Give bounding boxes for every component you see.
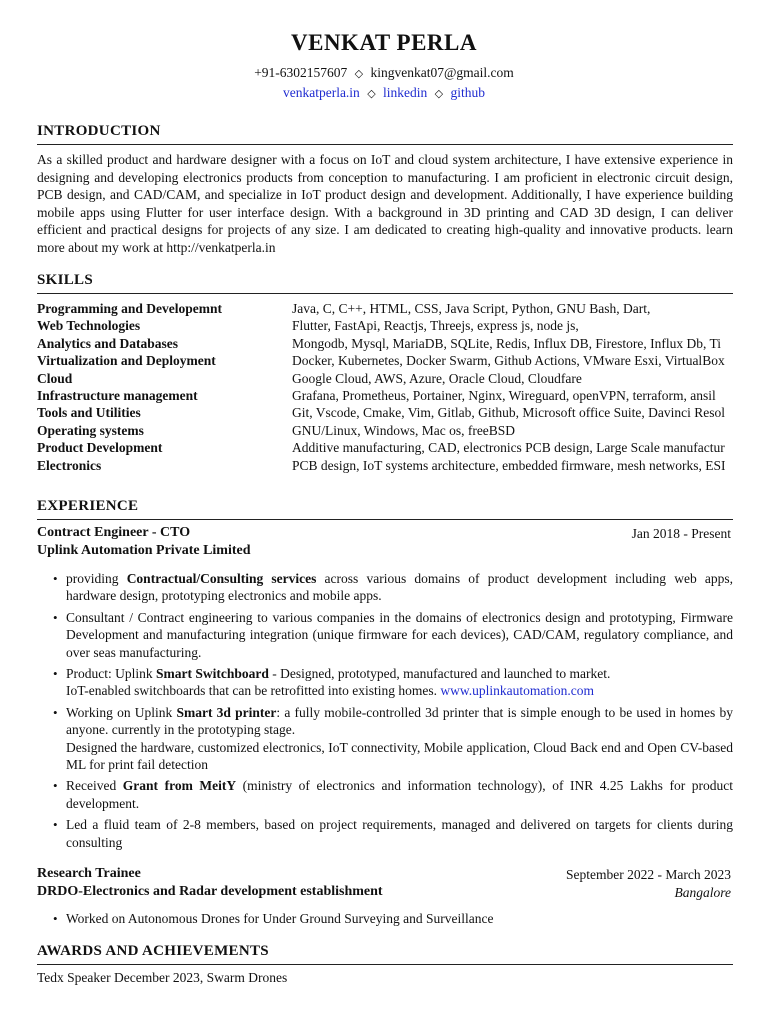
bullet-icon: • — [53, 778, 58, 794]
bullet-text: Designed the hardware, customized electronics, IoT connectivity, Mobile application, Cloud Back end and Open CV-based ML for print fail detection — [66, 739, 733, 773]
bullet-text: Working on Uplink — [66, 704, 177, 720]
bullet-emphasis: Grant from MeitY — [122, 778, 237, 794]
bullet-icon: • — [53, 911, 58, 926]
list-item — [37, 570, 733, 605]
award-item: Tedx Speaker December 2023, Swarm Drones — [37, 970, 288, 985]
skill-category: Infrastructure management — [37, 387, 198, 403]
list-item — [37, 816, 733, 851]
candidate-name: VENKAT PERLA — [291, 30, 477, 55]
skill-list: Google Cloud, AWS, Azure, Oracle Cloud, Cloudfare — [292, 370, 582, 386]
section-divider — [37, 293, 733, 294]
skill-row — [37, 353, 768, 370]
separator-icon: ◇ — [354, 68, 364, 80]
bullet-icon: • — [53, 817, 58, 833]
skill-row — [37, 388, 768, 405]
bullet-text: Consultant / Contract engineering to various companies in the domains of electronics design and prototyping, Firmware Development and manufacturing integration (unique firmware for each devices), CAD/CAM, regulatory compliance, and over seas manufacturing. — [66, 609, 733, 660]
list-item — [37, 609, 733, 661]
list-item — [37, 910, 733, 927]
contact-line — [0, 65, 768, 81]
website-link[interactable]: venkatperla.in — [282, 85, 360, 100]
skill-category: Product Development — [37, 440, 163, 456]
bullet-emphasis: Smart Switchboard — [156, 666, 269, 682]
job-organization: DRDO-Electronics and Radar development establishment — [37, 884, 383, 899]
skill-category: Virtualization and Deployment — [37, 353, 216, 369]
bullet-text: Received — [66, 778, 123, 794]
linkedin-link[interactable]: linkedin — [383, 85, 428, 100]
bullet-text: IoT-enabled switchboards that can be retrofitted into existing homes. — [66, 683, 441, 699]
job-bullet-list — [37, 910, 733, 931]
skill-list: Java, C, C++, HTML, CSS, Java Script, Python, GNU Bash, Dart, — [292, 301, 651, 316]
skill-list: Docker, Kubernetes, Docker Swarm, Github Actions, VMware Esxi, VirtualBox — [292, 353, 725, 369]
bullet-icon: • — [53, 571, 58, 586]
skill-list: Additive manufacturing, CAD, electronics PCB design, Large Scale manufactur — [292, 440, 725, 456]
bullet-text: Product: Uplink — [66, 666, 156, 682]
skill-row — [37, 318, 768, 335]
job-title: Contract Engineer - CTO — [37, 525, 191, 540]
skill-list: PCB design, IoT systems architecture, embedded firmware, mesh networks, ESI — [292, 457, 726, 473]
skill-list: Mongodb, Mysql, MariaDB, SQLite, Redis, Influx DB, Firestore, Influx Db, Ti — [292, 335, 722, 351]
list-item — [37, 777, 733, 812]
section-divider — [37, 964, 733, 965]
bullet-text: Worked on Autonomous Drones for Under Ground Surveying and Surveillance — [66, 911, 494, 926]
skills-table — [37, 301, 768, 475]
github-link[interactable]: github — [450, 85, 486, 100]
bullet-text: Led a fluid team of 2-8 members, based on project requirements, managed and delivered on targets for clients during consulting — [66, 817, 733, 850]
links-line — [0, 85, 768, 101]
section-divider — [37, 144, 733, 145]
skill-category: Operating systems — [37, 422, 144, 438]
skill-category: Web Technologies — [37, 318, 141, 334]
job-title: Research Trainee — [37, 866, 141, 881]
skill-category: Analytics and Databases — [37, 335, 179, 351]
list-item — [37, 665, 733, 700]
skill-list: GNU/Linux, Windows, Mac os, freeBSD — [292, 422, 516, 438]
skill-category: Programming and Developemnt — [37, 301, 222, 316]
phone-number: +91-6302157607 — [254, 65, 348, 80]
experience-heading: EXPERIENCE — [37, 498, 139, 514]
bullet-text: : a fully mobile-controlled 3d printer that is simple enough to be used in homes by anyone. currently in the prototyping stage. — [66, 704, 733, 738]
job-dates: Jan 2018 - Present — [631, 526, 731, 541]
skill-category: Electronics — [37, 457, 102, 473]
skill-row — [37, 440, 768, 457]
bullet-icon: • — [53, 666, 58, 682]
skill-row — [37, 423, 768, 440]
skills-heading: SKILLS — [37, 272, 93, 288]
awards-heading: AWARDS AND ACHIEVEMENTS — [37, 943, 269, 959]
job-location: Bangalore — [674, 885, 731, 900]
bullet-emphasis: Smart 3d printer — [176, 704, 277, 720]
skill-row — [37, 336, 768, 353]
skill-list: Git, Vscode, Cmake, Vim, Gitlab, Github, Microsoft office Suite, Davinci Resol — [292, 405, 726, 421]
bullet-text: (ministry of electronics and information technology), of INR 4.25 Lakhs for product development. — [66, 778, 734, 811]
bullet-text: - Designed, prototyped, manufactured and launched to market. — [268, 666, 611, 682]
bullet-text: providing — [66, 571, 127, 586]
skill-row — [37, 458, 768, 475]
list-item — [37, 704, 733, 774]
skill-list: Grafana, Prometheus, Portainer, Nginx, Wireguard, openVPN, terraform, ansil — [292, 387, 716, 403]
job-bullet-list — [37, 570, 733, 855]
bullet-icon: • — [53, 704, 58, 720]
job-organization: Uplink Automation Private Limited — [37, 543, 251, 558]
bullet-icon: • — [53, 609, 58, 625]
bullet-emphasis: Contractual/Consulting services — [126, 571, 317, 586]
email-address: kingvenkat07@gmail.com — [370, 65, 514, 80]
skill-row — [37, 405, 768, 422]
skill-list: Flutter, FastApi, Reactjs, Threejs, express js, node js, — [292, 318, 579, 334]
separator-icon: ◇ — [434, 88, 444, 100]
introduction-text: As a skilled product and hardware designer with a focus on IoT and cloud system architecture, I have extensive experience in designing and developing electronics products from conception to manufacturing. I am proficient in electronic circuit design, PCB design, and CAD/CAM, and specialize in IoT product design and development. Additionally, I have experience building mobile apps using Flutter for user interface design. With a background in 3D printing and CAD 3D design, I can deliver efficient and practical designs for projects of any size. I am dedicated to creating high-quality and innovative products. learn more about my work at http://venkatperla.in — [37, 152, 733, 255]
bullet-text: across various domains of product development including web apps, hardware design, prototyping electronics and mobile apps. — [66, 571, 734, 604]
skill-category: Tools and Utilities — [37, 405, 141, 421]
section-divider — [37, 519, 733, 520]
job-dates: September 2022 - March 2023 — [566, 867, 731, 882]
company-website-link[interactable]: www.uplinkautomation.com — [440, 683, 595, 699]
skill-row — [37, 301, 768, 318]
separator-icon: ◇ — [367, 88, 376, 100]
skill-category: Cloud — [37, 370, 73, 386]
skill-row — [37, 371, 768, 388]
introduction-heading: INTRODUCTION — [37, 123, 161, 139]
